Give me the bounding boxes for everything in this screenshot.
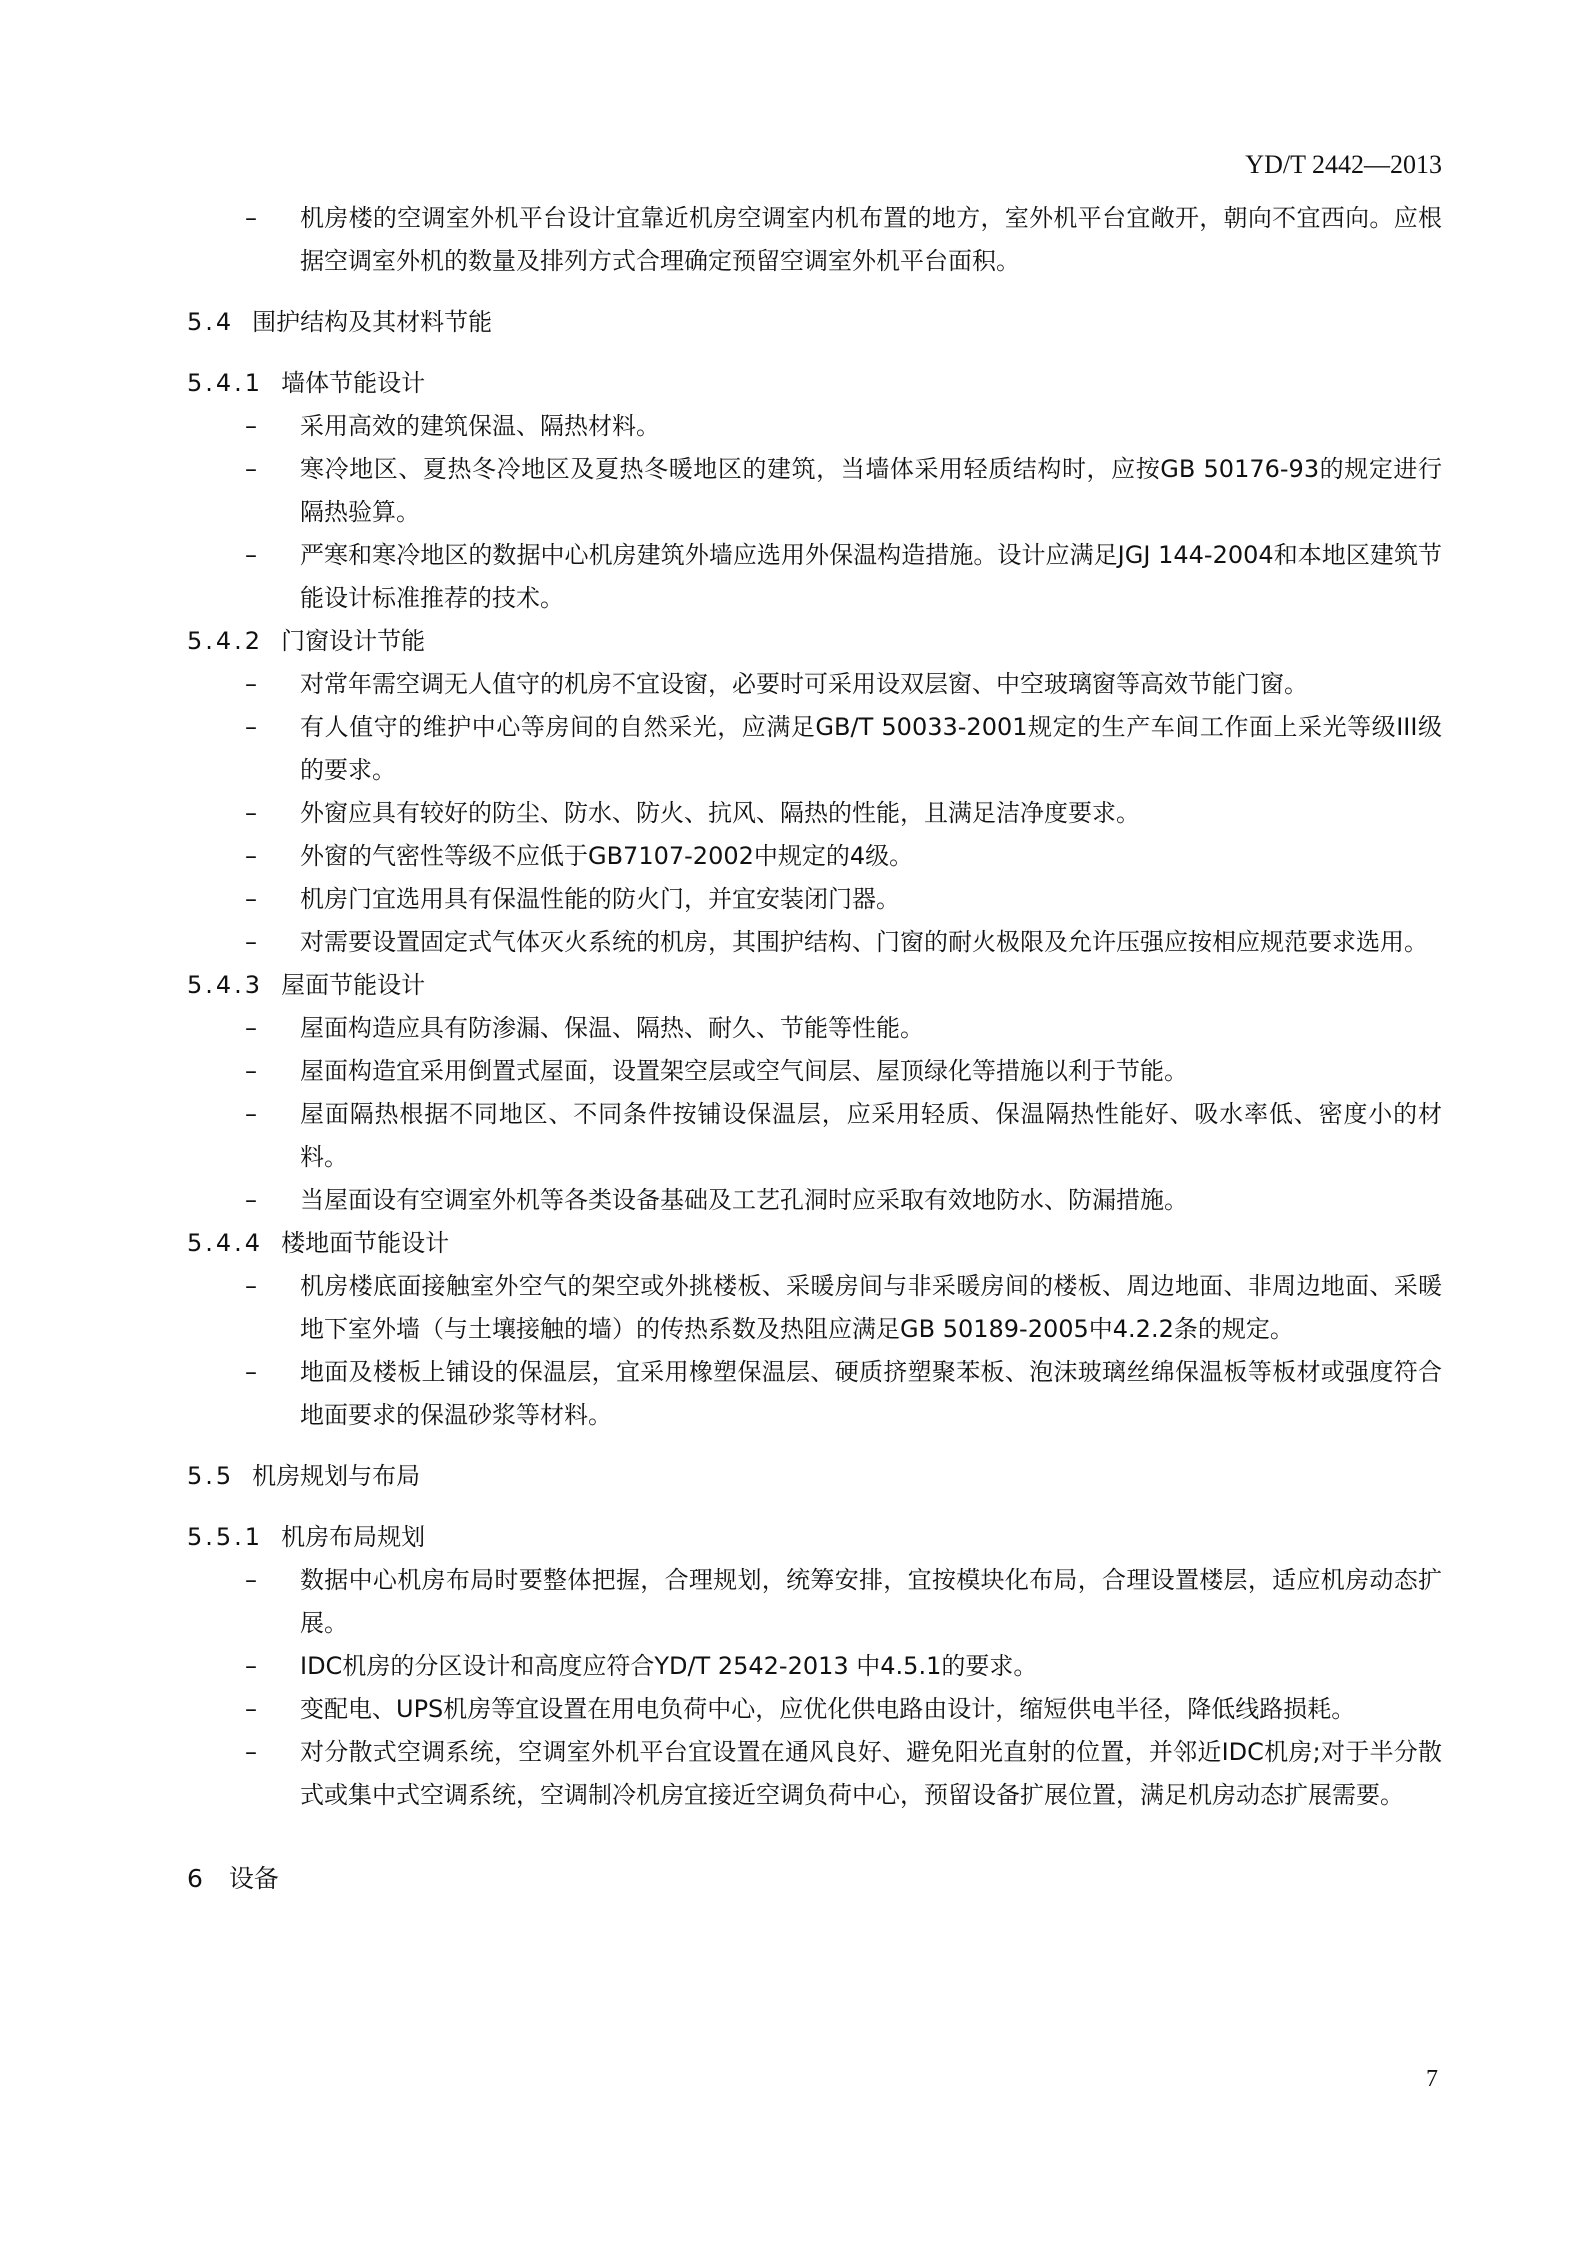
bullet-dash: – — [245, 1738, 257, 1766]
subsection-heading-5-5-1: 5.5.1 机房布局规划 — [187, 1523, 426, 1551]
list-item — [187, 1688, 1442, 1731]
document-body — [187, 197, 1442, 1900]
bullet-dash: – — [245, 455, 257, 483]
item-text: 外窗的气密性等级不应低于GB7107-2002中规定的4级。 — [300, 842, 914, 870]
bullet-dash: – — [245, 541, 257, 569]
bullet-dash: – — [245, 1652, 257, 1680]
item-text: 屋面构造应具有防渗漏、保温、隔热、耐久、节能等性能。 — [300, 1014, 924, 1042]
bullet-dash: – — [245, 412, 257, 440]
list-item — [187, 405, 1442, 448]
item-text: 采用高效的建筑保温、隔热材料。 — [300, 412, 660, 440]
item-text: 机房楼底面接触室外空气的架空或外挑楼板、采暖房间与非采暖房间的楼板、周边地面、非周边地面、采暖地下室外墙（与土壤接触的墙）的传热系数及热阻应满足GB 50189-2005中4.2.2条的规定。 — [300, 1272, 1442, 1343]
bullet-dash: – — [245, 1272, 257, 1300]
list-item — [187, 921, 1442, 964]
bullet-dash: – — [245, 1186, 257, 1214]
bullet-dash: – — [245, 1566, 257, 1594]
page-number: 7 — [1426, 2066, 1438, 2092]
item-text: 对需要设置固定式气体灭火系统的机房，其围护结构、门窗的耐火极限及允许压强应按相应规范要求选用。 — [300, 928, 1428, 956]
subsection-heading-5-4-2: 5.4.2 门窗设计节能 — [187, 627, 426, 655]
section-heading-5-4: 5.4 围护结构及其材料节能 — [187, 308, 493, 336]
list-item — [187, 663, 1442, 706]
bullet-dash: – — [245, 1100, 257, 1128]
section-heading-5-5: 5.5 机房规划与布局 — [187, 1462, 421, 1490]
bullet-dash: – — [245, 1057, 257, 1085]
list-item — [187, 1351, 1442, 1437]
item-text: 对常年需空调无人值守的机房不宜设窗，必要时可采用设双层窗、中空玻璃窗等高效节能门窗。 — [300, 670, 1308, 698]
bullet-dash: – — [245, 1014, 257, 1042]
chapter-heading-6: 6 设备 — [187, 1864, 279, 1893]
bullet-dash: – — [245, 1358, 257, 1386]
item-text: 对分散式空调系统，空调室外机平台宜设置在通风良好、避免阳光直射的位置，并邻近IDC机房;对于半分散式或集中式空调系统，空调制冷机房宜接近空调负荷中心，预留设备扩展位置，满足机房动态扩展需要。 — [300, 1738, 1442, 1809]
bullet-dash: – — [245, 204, 257, 232]
bullet-dash: – — [245, 842, 257, 870]
standard-number: YD/T 2442—2013 — [1245, 150, 1442, 179]
bullet-dash: – — [245, 1695, 257, 1723]
item-text: 机房门宜选用具有保温性能的防火门，并宜安装闭门器。 — [300, 885, 900, 913]
bullet-dash: – — [245, 799, 257, 827]
list-item — [187, 792, 1442, 835]
item-text: 机房楼的空调室外机平台设计宜靠近机房空调室内机布置的地方，室外机平台宜敞开，朝向不宜西向。应根据空调室外机的数量及排列方式合理确定预留空调室外机平台面积。 — [300, 204, 1442, 275]
bullet-dash: – — [245, 713, 257, 741]
item-text: 变配电、UPS机房等宜设置在用电负荷中心，应优化供电路由设计，缩短供电半径，降低线路损耗。 — [300, 1695, 1356, 1723]
list-item — [187, 1265, 1442, 1351]
list-item — [187, 1645, 1442, 1688]
list-item — [187, 835, 1442, 878]
item-text: 有人值守的维护中心等房间的自然采光，应满足GB/T 50033-2001规定的生产车间工作面上采光等级III级的要求。 — [300, 713, 1442, 784]
item-text: 当屋面设有空调室外机等各类设备基础及工艺孔洞时应采取有效地防水、防漏措施。 — [300, 1186, 1188, 1214]
item-text: 屋面构造宜采用倒置式屋面，设置架空层或空气间层、屋顶绿化等措施以利于节能。 — [300, 1057, 1188, 1085]
item-text: 严寒和寒冷地区的数据中心机房建筑外墙应选用外保温构造措施。设计应满足JGJ 144-2004和本地区建筑节能设计标准推荐的技术。 — [300, 541, 1442, 612]
list-item — [187, 448, 1442, 534]
bullet-dash: – — [245, 885, 257, 913]
subsection-heading-5-4-4: 5.4.4 楼地面节能设计 — [187, 1229, 450, 1257]
item-text: 数据中心机房布局时要整体把握，合理规划，统筹安排，宜按模块化布局，合理设置楼层，适应机房动态扩展。 — [300, 1566, 1442, 1637]
bullet-dash: – — [245, 928, 257, 956]
item-text: 外窗应具有较好的防尘、防水、防火、抗风、隔热的性能，且满足洁净度要求。 — [300, 799, 1140, 827]
item-text: 屋面隔热根据不同地区、不同条件按铺设保温层，应采用轻质、保温隔热性能好、吸水率低、密度小的材料。 — [300, 1100, 1442, 1171]
list-item — [187, 878, 1442, 921]
list-item — [187, 1731, 1442, 1817]
list-item — [187, 706, 1442, 792]
bullet-dash: – — [245, 670, 257, 698]
item-text: 寒冷地区、夏热冬冷地区及夏热冬暖地区的建筑，当墙体采用轻质结构时，应按GB 50176-93的规定进行隔热验算。 — [300, 455, 1442, 526]
subsection-heading-5-4-3: 5.4.3 屋面节能设计 — [187, 971, 426, 999]
list-item — [187, 1050, 1442, 1093]
subsection-heading-5-4-1: 5.4.1 墙体节能设计 — [187, 369, 426, 397]
item-text: IDC机房的分区设计和高度应符合YD/T 2542-2013 中4.5.1的要求。 — [300, 1652, 1038, 1680]
list-item — [187, 1559, 1442, 1645]
list-item — [187, 1007, 1442, 1050]
list-item — [187, 1179, 1442, 1222]
list-item — [187, 534, 1442, 620]
list-item — [187, 197, 1442, 283]
list-item — [187, 1093, 1442, 1179]
item-text: 地面及楼板上铺设的保温层，宜采用橡塑保温层、硬质挤塑聚苯板、泡沫玻璃丝绵保温板等板材或强度符合地面要求的保温砂浆等材料。 — [300, 1358, 1442, 1429]
